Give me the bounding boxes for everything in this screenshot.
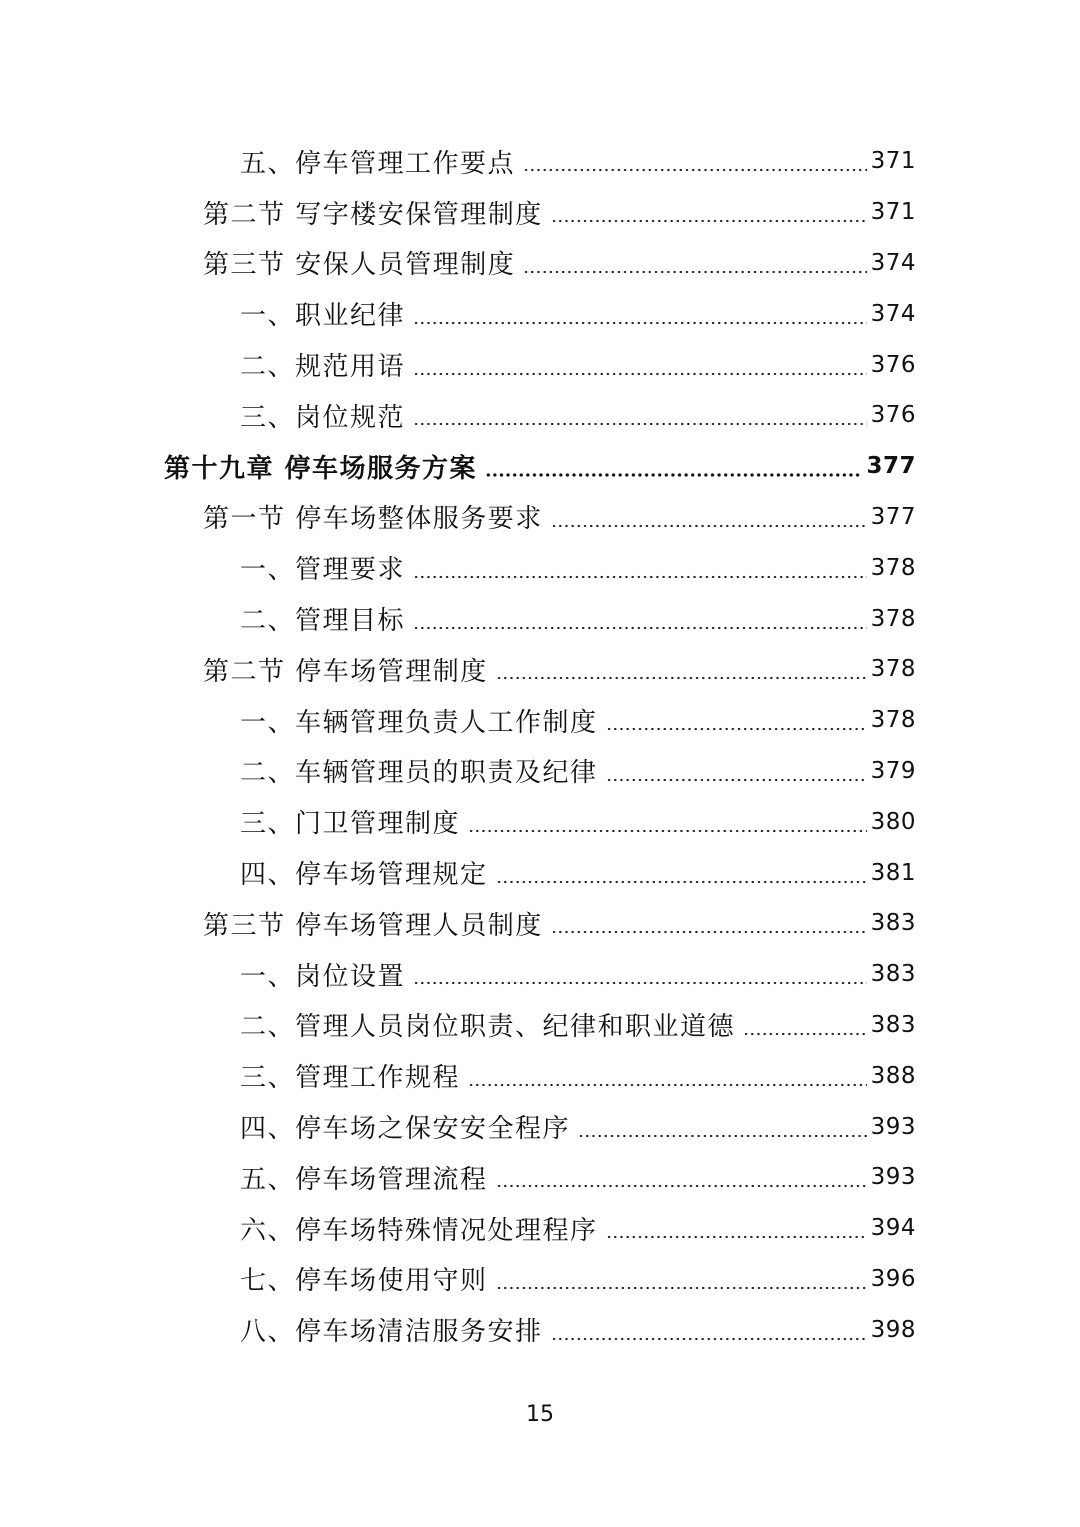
- toc-entry-title: 二、管理人员岗位职责、纪律和职业道德: [240, 1012, 736, 1043]
- toc-entry-page: 374: [870, 249, 916, 276]
- toc-dot-leader: [606, 727, 867, 731]
- toc-entry-title: 第十九章 停车场服务方案: [164, 453, 478, 484]
- toc-entry-page: 394: [870, 1215, 916, 1242]
- toc-entry-page: 393: [870, 1164, 916, 1191]
- toc-dot-leader: [413, 372, 867, 376]
- toc-entry-title: 第一节 停车场整体服务要求: [203, 504, 543, 535]
- toc-entry-page: 378: [870, 707, 916, 734]
- toc-entry-title: 四、停车场管理规定: [240, 860, 488, 891]
- toc-entry-title: 八、停车场清洁服务安排: [240, 1317, 543, 1348]
- toc-dot-leader: [523, 168, 867, 172]
- toc-dot-leader: [551, 1337, 867, 1341]
- toc-section-entry[interactable]: [0, 898, 1080, 949]
- toc-entry-page: 378: [870, 605, 916, 632]
- toc-dot-leader: [551, 524, 867, 528]
- toc-entry-title: 一、管理要求: [240, 555, 406, 586]
- toc-entry-page: 377: [866, 453, 916, 480]
- toc-entry-title: 二、车辆管理员的职责及纪律: [240, 758, 598, 789]
- toc-dot-leader: [496, 880, 867, 884]
- toc-dot-leader: [551, 219, 867, 223]
- toc-subsection-entry[interactable]: [0, 390, 1080, 441]
- toc-entry-title: 六、停车场特殊情况处理程序: [240, 1215, 598, 1246]
- toc-dot-leader: [551, 930, 867, 934]
- toc-dot-leader: [496, 676, 867, 680]
- toc-entry-page: 371: [870, 148, 916, 175]
- toc-entry-title: 一、车辆管理负责人工作制度: [240, 707, 598, 738]
- toc-entry-page: 393: [870, 1113, 916, 1140]
- toc-entry-title: 第三节 安保人员管理制度: [203, 250, 516, 281]
- toc-entry-page: 380: [870, 808, 916, 835]
- toc-subsection-entry[interactable]: [0, 1304, 1080, 1355]
- toc-entry-page: 378: [870, 554, 916, 581]
- toc-entry-title: 五、停车管理工作要点: [240, 148, 516, 179]
- toc-subsection-entry[interactable]: [0, 542, 1080, 593]
- toc-subsection-entry[interactable]: [0, 1254, 1080, 1305]
- toc-entry-page: 371: [870, 199, 916, 226]
- toc-entry-page: 379: [870, 757, 916, 784]
- toc-entry-title: 第二节 写字楼安保管理制度: [203, 199, 543, 230]
- toc-subsection-entry[interactable]: [0, 1203, 1080, 1254]
- toc-entry-title: 第三节 停车场管理人员制度: [203, 910, 543, 941]
- toc-subsection-entry[interactable]: [0, 796, 1080, 847]
- toc-chapter-entry[interactable]: [0, 441, 1080, 492]
- toc-dot-leader: [606, 1235, 867, 1239]
- toc-entry-page: 383: [870, 1011, 916, 1038]
- toc-entry-title: 第二节 停车场管理制度: [203, 656, 488, 687]
- toc-subsection-entry[interactable]: [0, 695, 1080, 746]
- toc-dot-leader: [413, 575, 867, 579]
- toc-subsection-entry[interactable]: [0, 593, 1080, 644]
- toc-dot-leader: [578, 1134, 867, 1138]
- toc-dot-leader: [743, 1032, 867, 1036]
- toc-entry-page: 376: [870, 402, 916, 429]
- toc-section-entry[interactable]: [0, 238, 1080, 289]
- toc-dot-leader: [468, 1083, 867, 1087]
- toc-entry-title: 四、停车场之保安安全程序: [240, 1114, 571, 1145]
- toc-dot-leader: [523, 270, 866, 274]
- toc-dot-leader: [413, 981, 867, 985]
- toc-entry-page: 396: [870, 1265, 916, 1292]
- toc-subsection-entry[interactable]: [0, 339, 1080, 390]
- toc-entry-title: 二、规范用语: [240, 352, 406, 383]
- toc-dot-leader: [485, 473, 862, 477]
- page-number: 15: [526, 1402, 554, 1427]
- toc-entry-page: 398: [870, 1316, 916, 1343]
- toc-entry-page: 376: [870, 351, 916, 378]
- toc-dot-leader: [496, 1184, 867, 1188]
- toc-subsection-entry[interactable]: [0, 1152, 1080, 1203]
- toc-subsection-entry[interactable]: [0, 1050, 1080, 1101]
- toc-dot-leader: [413, 321, 867, 325]
- toc-subsection-entry[interactable]: [0, 746, 1080, 797]
- toc-section-entry[interactable]: [0, 187, 1080, 238]
- toc-entry-page: 377: [870, 503, 916, 530]
- toc-entry-title: 一、职业纪律: [240, 301, 406, 332]
- toc-entry-title: 三、岗位规范: [240, 402, 406, 433]
- toc-subsection-entry[interactable]: [0, 136, 1080, 187]
- toc-entry-title: 三、门卫管理制度: [240, 809, 461, 840]
- toc-entry-title: 二、管理目标: [240, 606, 406, 637]
- toc-dot-leader: [468, 829, 867, 833]
- toc-entry-title: 七、停车场使用守则: [240, 1266, 488, 1297]
- toc-entry-page: 383: [870, 961, 916, 988]
- toc-entry-page: 383: [870, 910, 916, 937]
- toc-entry-title: 三、管理工作规程: [240, 1063, 461, 1094]
- toc-entry-page: 378: [870, 656, 916, 683]
- toc-entry-page: 374: [870, 300, 916, 327]
- toc-subsection-entry[interactable]: [0, 1000, 1080, 1051]
- toc-dot-leader: [496, 1286, 867, 1290]
- toc-entry-page: 381: [870, 859, 916, 886]
- toc-entry-title: 五、停车场管理流程: [240, 1164, 488, 1195]
- toc-subsection-entry[interactable]: [0, 288, 1080, 339]
- toc-dot-leader: [413, 422, 867, 426]
- toc-subsection-entry[interactable]: [0, 847, 1080, 898]
- toc-dot-leader: [413, 626, 867, 630]
- toc-entry-page: 388: [870, 1062, 916, 1089]
- toc-section-entry[interactable]: [0, 644, 1080, 695]
- toc-subsection-entry[interactable]: [0, 949, 1080, 1000]
- toc-entry-title: 一、岗位设置: [240, 961, 406, 992]
- toc-section-entry[interactable]: [0, 492, 1080, 543]
- table-of-contents: [0, 136, 1080, 1355]
- toc-subsection-entry[interactable]: [0, 1101, 1080, 1152]
- toc-dot-leader: [606, 778, 867, 782]
